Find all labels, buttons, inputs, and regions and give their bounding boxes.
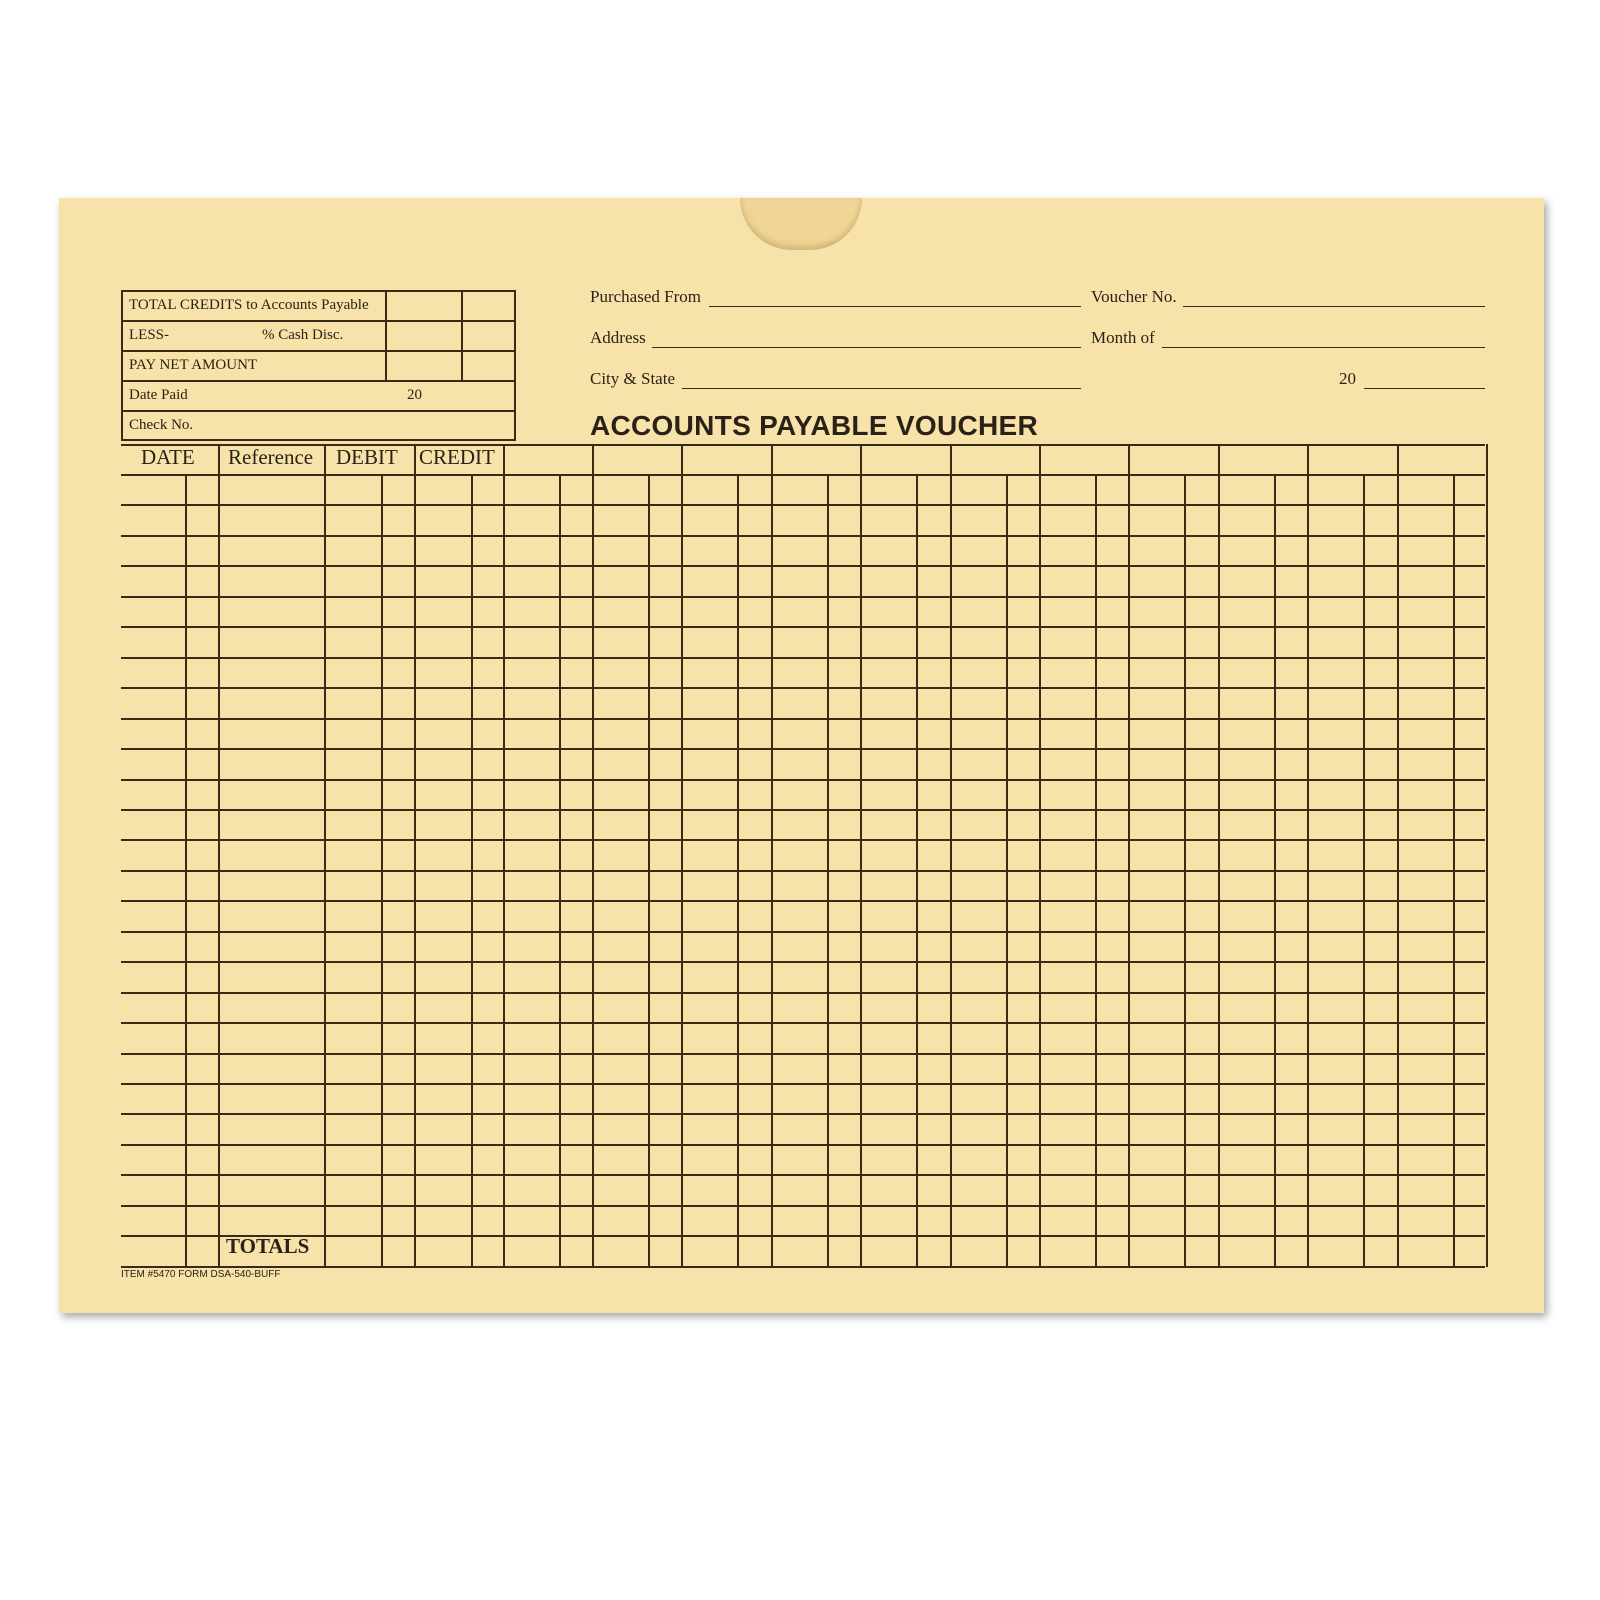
summary-row-pay-net [123,352,514,382]
grid-col-major [1307,444,1309,1267]
grid-col-minor [1453,474,1455,1267]
grid-col-major [592,444,594,1267]
address-line[interactable] [652,347,1081,349]
month-of-line[interactable] [1162,347,1485,349]
col-header-reference: Reference [228,445,314,469]
date-paid-label: Date Paid [129,387,188,403]
less-label: LESS- [129,327,170,343]
grid-col-major [1218,444,1220,1267]
grid-col-major [681,444,683,1267]
cash-disc-label: % Cash Disc. [262,327,344,343]
grid-col-minor [185,474,187,1267]
grid-col-minor [1363,474,1365,1267]
grid-col-major [324,444,326,1267]
grid-col-minor [827,474,829,1267]
grid-col-minor [737,474,739,1267]
grid-col-major [1397,444,1399,1267]
grid-col-major [414,444,416,1267]
date-paid-year: 20 [407,387,422,403]
city-state-label: City & State [590,369,675,388]
purchased-from-line[interactable] [709,306,1081,308]
grid-col-minor [648,474,650,1267]
summary-row-cash-disc [123,322,514,352]
summary-row-check-no [123,412,514,442]
grid-col-major [1039,444,1041,1267]
grid-col-minor [471,474,473,1267]
grid-col-minor [1095,474,1097,1267]
grid-col-major [771,444,773,1267]
summary-row-date-paid [123,382,514,412]
grid-col-major [860,444,862,1267]
grid-col-major [1128,444,1130,1267]
summary-divider-1 [385,292,387,382]
grid-col-major [218,444,220,1267]
grid-col-minor [559,474,561,1267]
col-header-debit: DEBIT [336,445,398,469]
purchased-from-label: Purchased From [590,287,701,306]
city-state-line[interactable] [682,388,1081,390]
form-footer-note: ITEM #5470 FORM DSA-540-BUFF [121,1269,281,1280]
totals-label: TOTALS [226,1234,310,1258]
summary-divider-2 [461,292,463,382]
voucher-no-label: Voucher No. [1091,287,1177,306]
summary-box [121,290,516,441]
grid-col-major [1486,444,1488,1267]
address-label: Address [590,328,646,347]
check-no-label: Check No. [129,417,194,433]
summary-row-total-credits [123,292,514,322]
form-title: ACCOUNTS PAYABLE VOUCHER [590,410,1039,441]
col-header-credit: CREDIT [419,445,495,469]
grid-col-major [950,444,952,1267]
month-of-label: Month of [1091,328,1155,347]
grid-col-major [503,444,505,1267]
pay-net-amount-label: PAY NET AMOUNT [129,357,258,373]
year-line[interactable] [1364,388,1485,390]
grid-col-minor [1274,474,1276,1267]
grid-col-minor [381,474,383,1267]
grid-col-minor [916,474,918,1267]
year-prefix-label: 20 [1339,369,1356,388]
total-credits-label: TOTAL CREDITS to Accounts Payable [129,297,369,313]
grid-col-minor [1006,474,1008,1267]
voucher-no-line[interactable] [1183,306,1485,308]
col-header-date: DATE [141,445,195,469]
grid-col-minor [1184,474,1186,1267]
